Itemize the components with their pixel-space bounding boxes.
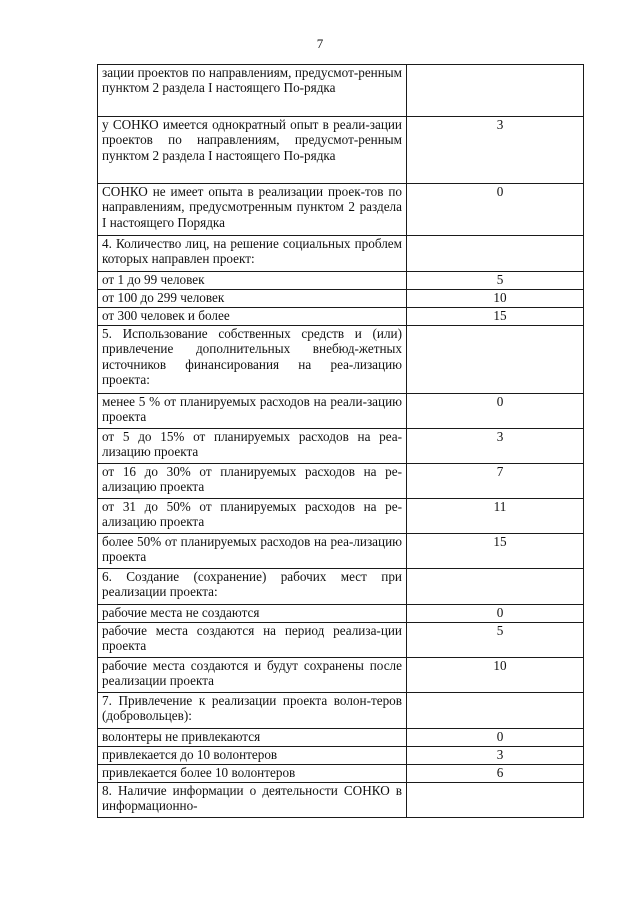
table-row bbox=[98, 693, 584, 729]
score-cell bbox=[407, 658, 584, 693]
criterion-cell: от 5 до 15% от планируемых расходов на реа-лизацию проекта bbox=[98, 429, 407, 464]
score-cell bbox=[407, 394, 584, 429]
criterion-cell: от 1 до 99 человек bbox=[98, 272, 407, 290]
table-row bbox=[98, 65, 584, 117]
criterion-cell: более 50% от планируемых расходов на реа-лизацию проекта bbox=[98, 534, 407, 569]
score-value: 0 bbox=[496, 184, 504, 199]
score-cell bbox=[407, 308, 584, 326]
criteria-table bbox=[97, 64, 584, 818]
criterion-cell: рабочие места не создаются bbox=[98, 605, 407, 623]
score-value: 3 bbox=[496, 429, 504, 444]
score-cell bbox=[407, 117, 584, 184]
table-row bbox=[98, 236, 584, 272]
table-row bbox=[98, 272, 584, 290]
table-row bbox=[98, 429, 584, 464]
criterion-cell: менее 5 % от планируемых расходов на реали-зацию проекта bbox=[98, 394, 407, 429]
score-cell bbox=[407, 783, 584, 818]
score-cell bbox=[407, 464, 584, 499]
score-cell bbox=[407, 290, 584, 308]
score-value: 0 bbox=[496, 394, 504, 409]
score-cell bbox=[407, 765, 584, 783]
criterion-cell: привлекается более 10 волонтеров bbox=[98, 765, 407, 783]
score-value: 0 bbox=[496, 729, 504, 744]
score-cell bbox=[407, 272, 584, 290]
score-value: 15 bbox=[493, 308, 507, 323]
score-cell bbox=[407, 569, 584, 605]
score-value: 5 bbox=[496, 272, 504, 287]
score-cell bbox=[407, 429, 584, 464]
criterion-cell: волонтеры не привлекаются bbox=[98, 729, 407, 747]
criterion-cell: от 31 до 50% от планируемых расходов на ре-ализацию проекта bbox=[98, 499, 407, 534]
score-value: 0 bbox=[496, 605, 504, 620]
table-row bbox=[98, 729, 584, 747]
score-value: 10 bbox=[493, 290, 507, 305]
score-cell bbox=[407, 534, 584, 569]
score-cell bbox=[407, 623, 584, 658]
criterion-cell: рабочие места создаются на период реализа-ции проекта bbox=[98, 623, 407, 658]
table-row bbox=[98, 623, 584, 658]
criterion-cell: от 100 до 299 человек bbox=[98, 290, 407, 308]
score-value: 7 bbox=[496, 464, 504, 479]
table-row bbox=[98, 464, 584, 499]
score-cell bbox=[407, 236, 584, 272]
table-row bbox=[98, 184, 584, 236]
score-cell bbox=[407, 605, 584, 623]
criterion-cell: 7. Привлечение к реализации проекта волон-теров (добровольцев): bbox=[98, 693, 407, 729]
criterion-cell: от 300 человек и более bbox=[98, 308, 407, 326]
table-row bbox=[98, 308, 584, 326]
page-number: 7 bbox=[316, 36, 324, 51]
criterion-cell: от 16 до 30% от планируемых расходов на ре-ализацию проекта bbox=[98, 464, 407, 499]
table-row bbox=[98, 569, 584, 605]
criterion-cell: у СОНКО имеется однократный опыт в реали-зации проектов по направлениям, предусмот-ренным пунктом 2 раздела I настоящего По-рядка bbox=[98, 117, 407, 184]
table-row bbox=[98, 534, 584, 569]
criterion-cell: СОНКО не имеет опыта в реализации проек-тов по направлениям, предусмотренным пунктом 2 раздела I настоящего Порядка bbox=[98, 184, 407, 236]
score-cell bbox=[407, 499, 584, 534]
criterion-cell: 6. Создание (сохранение) рабочих мест при реализации проекта: bbox=[98, 569, 407, 605]
criterion-cell: 8. Наличие информации о деятельности СОНКО в информационно- bbox=[98, 783, 407, 818]
criterion-cell: зации проектов по направлениям, предусмот-ренным пунктом 2 раздела I настоящего По-рядка bbox=[98, 65, 407, 117]
score-value: 15 bbox=[493, 534, 507, 549]
score-cell bbox=[407, 184, 584, 236]
criterion-cell: 5. Использование собственных средств и (или) привлечение дополнительных внебюд-жетных источников финансирования на реа-лизацию проекта: bbox=[98, 326, 407, 394]
score-cell bbox=[407, 326, 584, 394]
table-row bbox=[98, 394, 584, 429]
table-row bbox=[98, 747, 584, 765]
table-row bbox=[98, 290, 584, 308]
score-cell bbox=[407, 747, 584, 765]
table-row bbox=[98, 605, 584, 623]
score-value: 5 bbox=[496, 623, 504, 638]
table-row bbox=[98, 499, 584, 534]
table-row bbox=[98, 326, 584, 394]
score-cell bbox=[407, 693, 584, 729]
score-cell bbox=[407, 729, 584, 747]
table-row bbox=[98, 658, 584, 693]
table-row bbox=[98, 783, 584, 818]
score-value: 3 bbox=[496, 117, 504, 132]
score-value: 3 bbox=[496, 747, 504, 762]
criterion-cell: 4. Количество лиц, на решение социальных проблем которых направлен проект: bbox=[98, 236, 407, 272]
table-row bbox=[98, 117, 584, 184]
score-value: 11 bbox=[493, 499, 507, 514]
score-cell bbox=[407, 65, 584, 117]
table-row bbox=[98, 765, 584, 783]
score-value: 6 bbox=[496, 765, 504, 780]
criterion-cell: привлекается до 10 волонтеров bbox=[98, 747, 407, 765]
criterion-cell: рабочие места создаются и будут сохранены после реализации проекта bbox=[98, 658, 407, 693]
score-value: 10 bbox=[493, 658, 507, 673]
